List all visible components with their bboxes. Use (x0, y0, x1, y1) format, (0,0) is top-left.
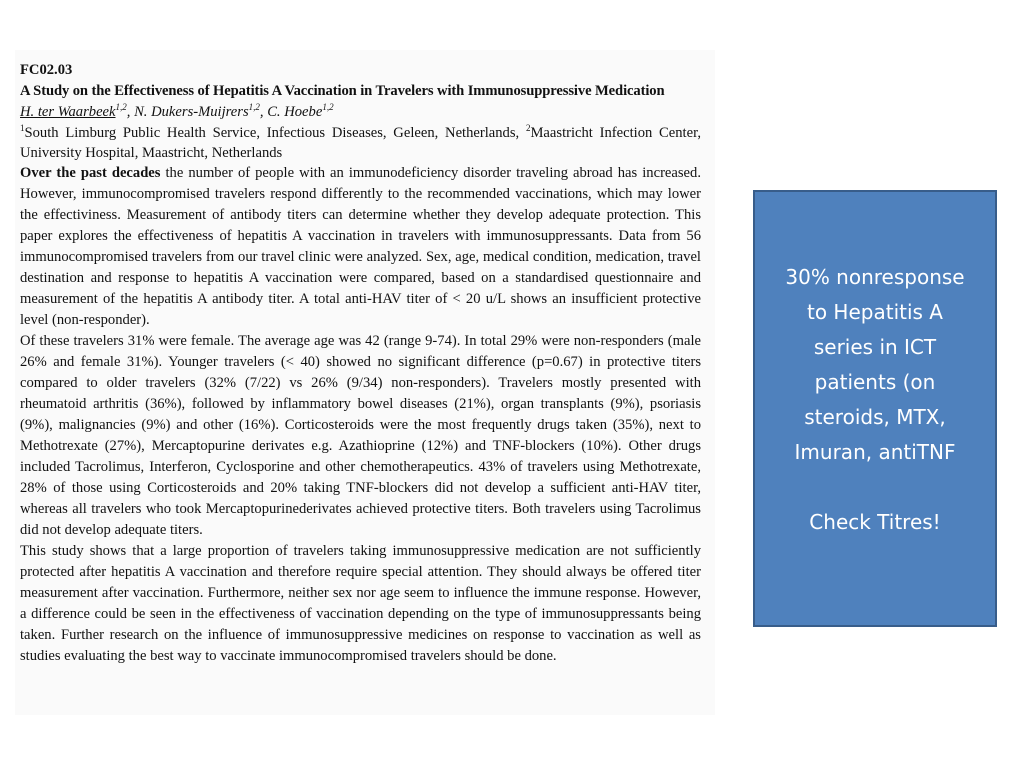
author-name: C. Hoebe (267, 104, 323, 120)
callout-action-text: Check Titres! (809, 510, 941, 534)
paragraph-text: the number of people with an immunodeficiency disorder traveling abroad has increased. However, immunocompromised travelers respond differently to the recommended vaccinations, which may lower the effectiviness. Measurement of antibody titers can determine whether they develop adequate protection. This paper explores the effectiveness of hepatitis A vaccination in travelers with immunosuppressants. Data from 56 immunocompromised travelers from our travel clinic were analyzed. Sex, age, medical condition, medication, travel destination and response to hepatitis A vaccination were compared, based on a standardised questionnaire and measurement of the hepatitis A antibody titer. A total anti-HAV titer of < 20 u/L shows an insufficient protective level (non-responder). (20, 165, 701, 328)
affiliation-text: Maastricht Infection Center, University Hospital, Maastricht, Netherlands (20, 125, 702, 161)
abstract-code: FC02.03 (20, 62, 73, 78)
callout-line: steroids, MTX, (804, 405, 946, 429)
abstract-title: A Study on the Effectiveness of Hepatitis A Vaccination in Travelers with Immunosuppressive Medication (20, 83, 665, 99)
author-superscript: 1,2 (248, 102, 260, 113)
callout-line: series in ICT (813, 335, 937, 359)
paragraph-lead: Over the past decades (20, 165, 161, 181)
affiliation-superscript: 2 (525, 123, 531, 134)
callout-line: patients (on (814, 370, 936, 394)
author-name: H. ter Waarbeek (20, 104, 116, 120)
callout-line: to Hepatitis A (807, 300, 943, 324)
callout-line: Imuran, antiTNF (794, 440, 956, 464)
abstract-paragraph-conclusion: This study shows that a large proportion of travelers taking immunosuppressive medication are not sufficiently protected after hepatitis A vaccination and therefore require special attention. They should always be offered titer measurement after vaccination. Furthermore, neither sex nor age seem to influence the immune response. However, a difference could be seen in the effectiveness of vaccination depending on the type of immunosuppressants being taken. Further research on the influence of immunosuppressive medicines on response to vaccination as well as studies evaluating the best way to vaccinate immunocompromised travelers should be done. (20, 543, 701, 664)
callout-spacer (765, 470, 985, 505)
abstract-paragraph-intro (20, 163, 701, 331)
author-superscript: 1,2 (322, 102, 334, 113)
callout-line: 30% nonresponse (785, 265, 965, 289)
abstract-authors: H. ter Waarbeek$^{1,2}$, N. Dukers-Muijrers$^{1,2}$, C. Hoebe$^{1,2}$ (20, 102, 334, 120)
abstract-paragraph-results: Of these travelers 31% were female. The average age was 42 (range 9-74). In total 29% were non-responders (male 26% and female 31%). Younger travelers (< 40) showed no significant difference (p=0.67) in protective titers compared to older travelers (32% (7/22) vs 26% (9/34) non-responders). Travelers mostly presented with rheumatoid arthritis (36%), followed by inflammatory bowel diseases (21%), organ transplants (9%), psoriasis (9%), malignancies (9%) and other (16%). Corticosteroids were the most frequently drugs taken (35%), next to Methotrexate (27%), Mercaptopurine derivates e.g. Azathioprine (12%) and TNF-blockers (10%). Other drugs included Tacrolimus, Interferon, Cyclosporine and other chemotherapeutics. 43% of travelers using Methotrexate, 28% of those using Corticosteroids and 20% taking TNF-blockers did not develop a sufficient anti-HAV titer, whereas all travelers who took Mercaptopurinederivates achieved protective titers. Both travelers using Tacrolimus did not develop adequate titers. (20, 333, 701, 538)
callout-box (753, 190, 997, 627)
abstract-affiliations (20, 123, 701, 163)
author-name: N. Dukers-Muijrers (134, 104, 249, 120)
author-superscript: 1,2 (115, 102, 127, 113)
affiliation-text: South Limburg Public Health Service, Infectious Diseases, Geleen, Netherlands, (24, 125, 526, 141)
affiliation-superscript: 1 (20, 123, 25, 134)
abstract-image (15, 50, 715, 715)
